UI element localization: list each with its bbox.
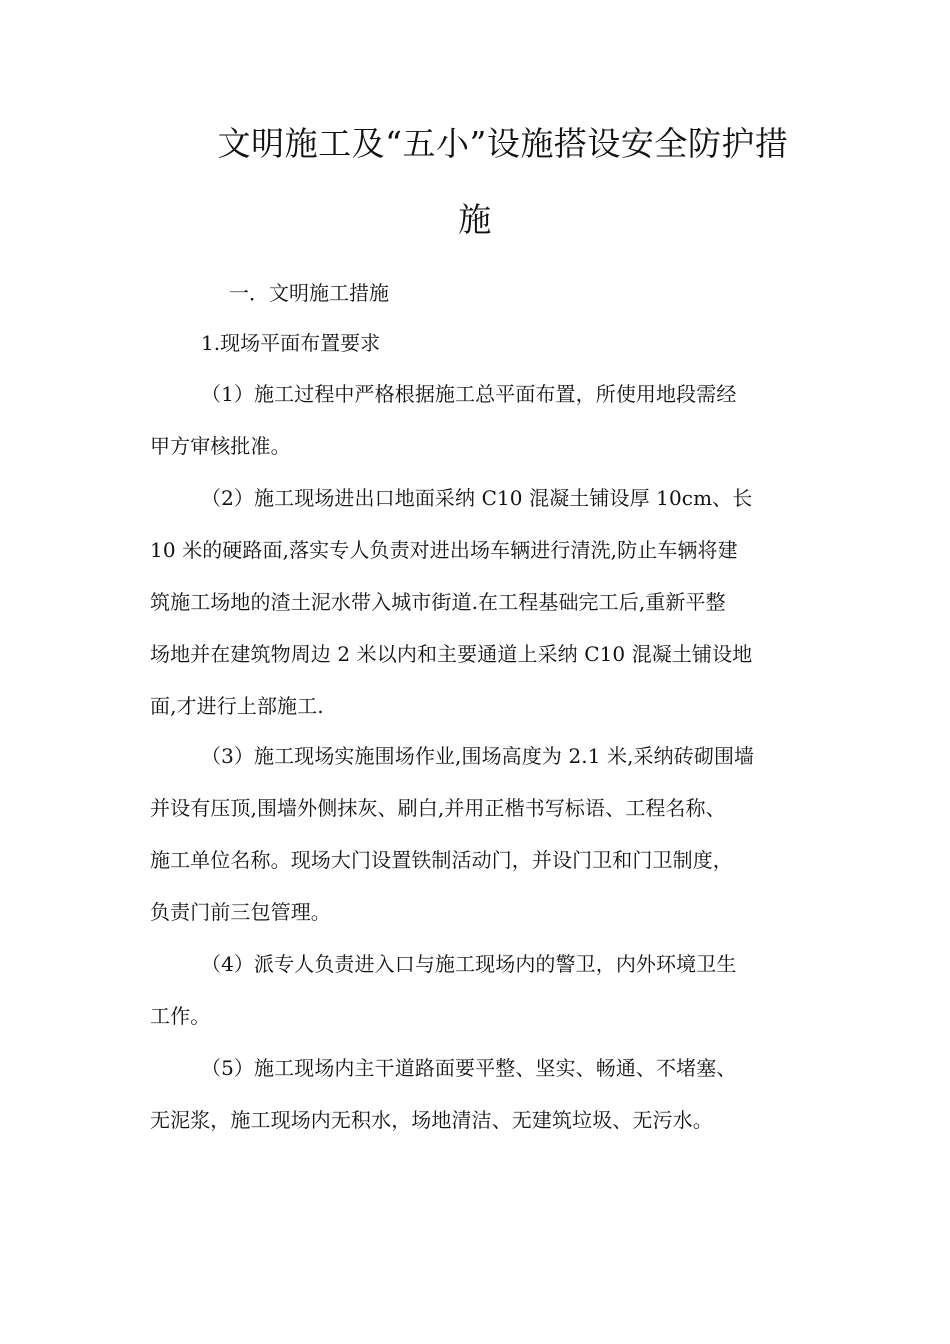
paragraph-line: 场地并在建筑物周边 2 米以内和主要通道上采纳 C10 混凝土铺设地	[150, 642, 753, 666]
document-title-line-1: 文明施工及“五小”设施搭设安全防护措	[217, 124, 789, 163]
paragraph-line: 施工单位名称。现场大门设置铁制活动门，并设门卫和门卫制度，	[150, 848, 733, 872]
paragraph-line: 工作。	[150, 1004, 211, 1028]
paragraph-1	[150, 368, 800, 472]
paragraph-line: 无泥浆，施工现场内无积水，场地清洁、无建筑垃圾、无污水。	[150, 1108, 713, 1132]
paragraph-line: （4）派专人负责进入口与施工现场内的警卫，内外环境卫生	[201, 952, 737, 976]
paragraph-line: 负责门前三包管理。	[150, 900, 331, 924]
paragraph-line: （1）施工过程中严格根据施工总平面布置，所使用地段需经	[201, 382, 737, 406]
paragraph-5	[150, 1042, 800, 1146]
paragraph-2	[150, 472, 800, 732]
paragraph-line: 10 米的硬路面,落实专人负责对进出场车辆进行清洗,防止车辆将建	[150, 538, 738, 562]
paragraph-line: （5）施工现场内主干道路面要平整、坚实、畅通、不堵塞、	[201, 1056, 737, 1080]
subsection-heading: 1.现场平面布置要求	[201, 331, 381, 355]
paragraph-3	[150, 730, 800, 938]
paragraph-line: 面,才进行上部施工.	[150, 694, 324, 718]
paragraph-line: （3）施工现场实施围场作业,围场高度为 2.1 米,采纳砖砌围墙	[201, 744, 755, 768]
paragraph-line: 筑施工场地的渣土泥水带入城市街道.在工程基础完工后,重新平整	[150, 590, 726, 614]
paragraph-4	[150, 938, 800, 1042]
paragraph-line: 甲方审核批准。	[150, 434, 291, 458]
section-heading: 一．文明施工措施	[229, 281, 389, 305]
paragraph-line: 并设有压顶,围墙外侧抹灰、刷白,并用正楷书写标语、工程名称、	[150, 796, 726, 820]
paragraph-line: （2）施工现场进出口地面采纳 C10 混凝土铺设厚 10cm、长	[201, 486, 753, 510]
document-title-line-2: 施	[458, 200, 492, 239]
